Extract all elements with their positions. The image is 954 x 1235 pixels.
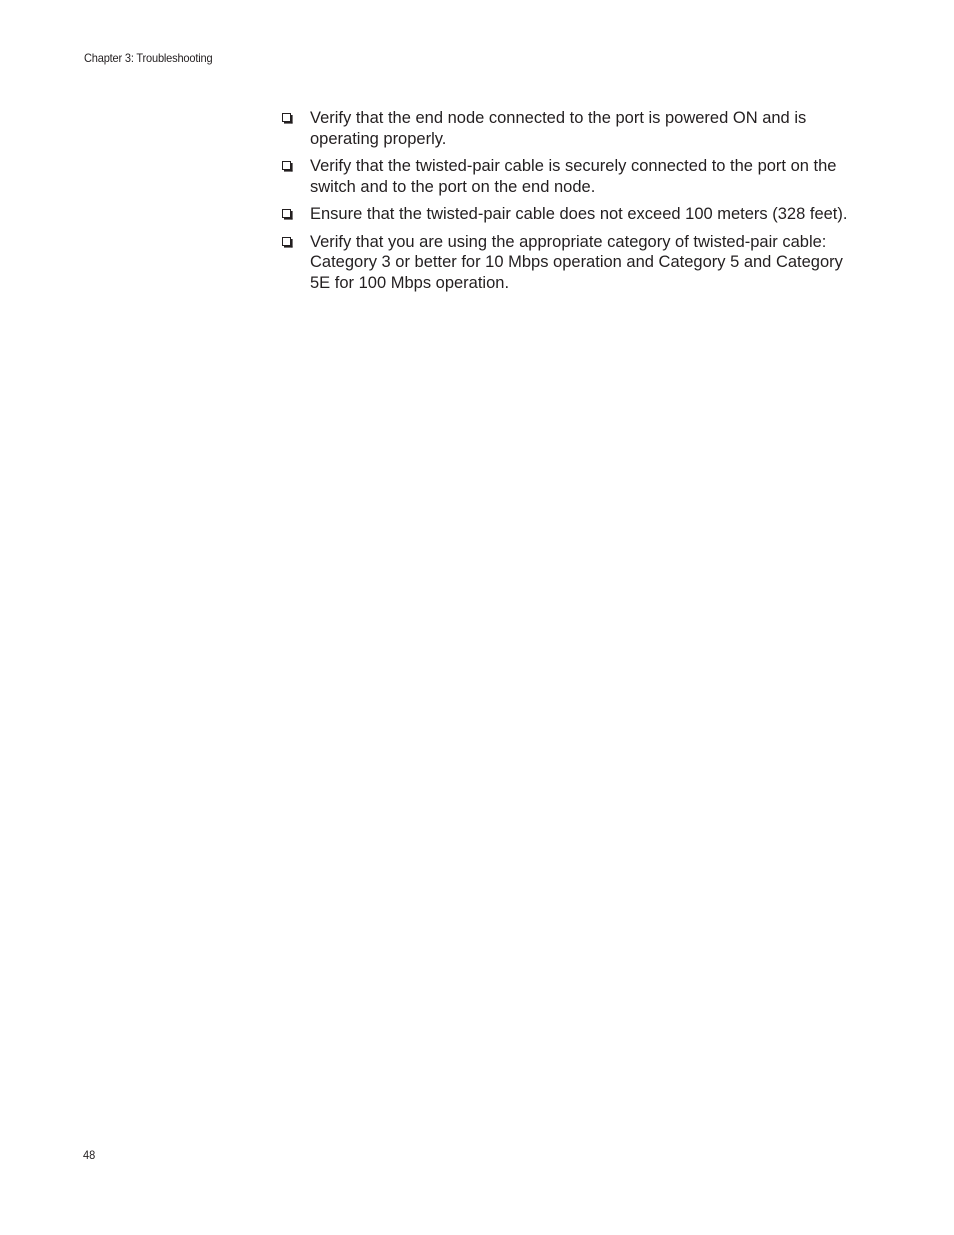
checklist-item	[282, 232, 852, 294]
checklist-item	[282, 156, 852, 197]
checklist-item-text: Verify that the end node connected to the port is powered ON and is operating properly.	[310, 109, 807, 148]
checkbox-bullet-icon	[282, 113, 293, 124]
running-header: Chapter 3: Troubleshooting	[84, 51, 213, 65]
page-number: 48	[83, 1148, 96, 1162]
checklist-item	[282, 204, 852, 225]
checklist-item	[282, 108, 852, 149]
checklist-item-text: Ensure that the twisted-pair cable does not exceed 100 meters (328 feet).	[310, 205, 848, 223]
checkbox-bullet-icon	[282, 237, 293, 248]
checklist-item-text: Verify that you are using the appropriate category of twisted-pair cable: Category 3 or better for 10 Mbps operation and Category 5 and Category 5E for 100 Mbps operation.	[310, 232, 843, 292]
checkbox-bullet-icon	[282, 209, 293, 220]
checkbox-bullet-icon	[282, 161, 293, 172]
checklist-item-text: Verify that the twisted-pair cable is securely connected to the port on the switch and to the port on the end node.	[310, 157, 837, 196]
troubleshooting-checklist	[282, 108, 852, 300]
